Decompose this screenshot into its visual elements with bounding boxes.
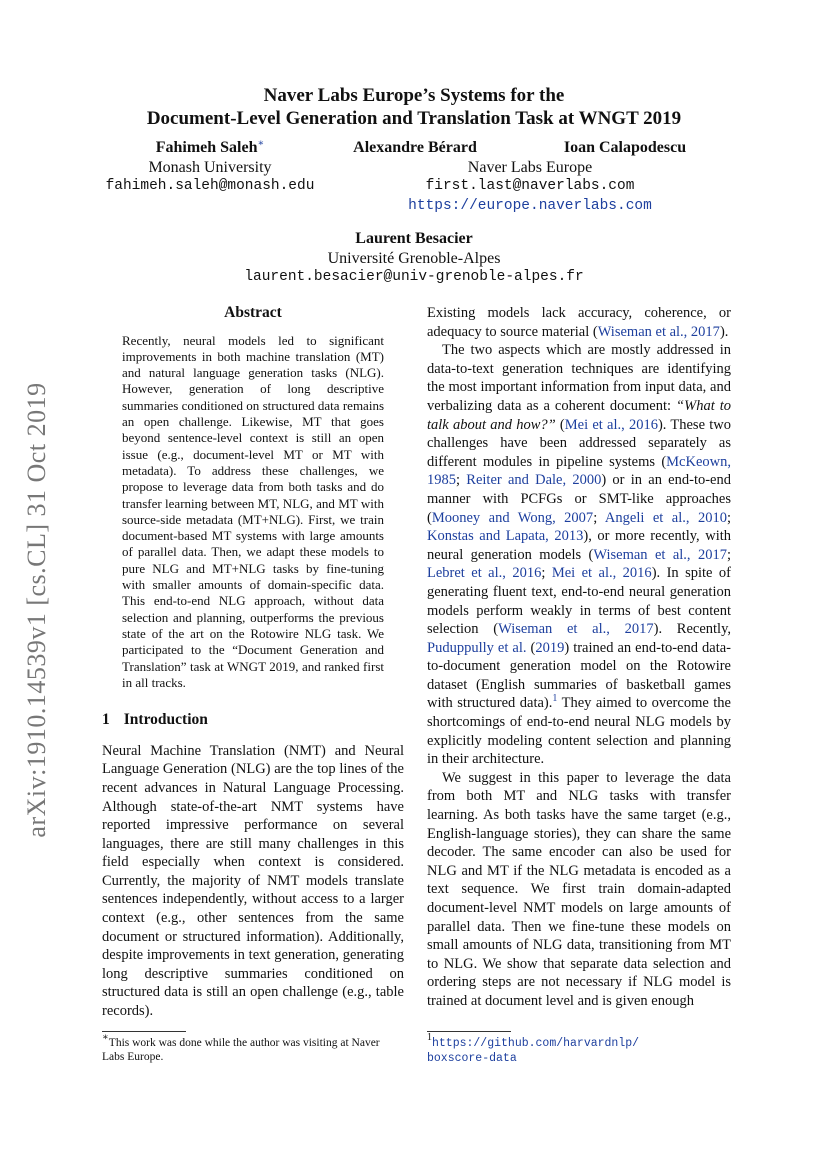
right-column: [427, 304, 731, 1011]
citation-link[interactable]: McKeown, 1985: [427, 453, 731, 489]
footnote-mark: ∗: [102, 1032, 109, 1043]
footnote-right: [427, 1032, 731, 1066]
author-email: first.last@naverlabs.com: [425, 178, 635, 194]
author-affiliation: Naver Labs Europe: [467, 158, 593, 176]
footnote-text: This work was done while the author was visiting at Naver Labs Europe.: [102, 1037, 380, 1063]
author-name: Alexandre Bérard: [353, 139, 477, 156]
author-block-3: [540, 138, 710, 158]
citation-link[interactable]: Wiseman et al., 2017: [597, 323, 720, 340]
title-line-2: Document-Level Generation and Translation Task at WNGT 2019: [146, 108, 682, 129]
footnote-url-link[interactable]: https://github.com/harvardnlp/: [432, 1037, 640, 1050]
arxiv-sidebar-stamp: arXiv:1910.14539v1 [cs.CL] 31 Oct 2019: [22, 382, 51, 838]
footnote-ref-link[interactable]: 1: [552, 693, 558, 705]
author-affiliation: Université Grenoble-Alpes: [327, 249, 501, 267]
footnote-url-link-cont[interactable]: boxscore-data: [427, 1052, 517, 1065]
paper-title: [0, 84, 828, 130]
abstract-text: Recently, neural models led to significant improvements in both machine translation (MT) and natural language generation tasks (NLG). However, generation of long descriptive summaries conditioned on structured data remains an open challenge. Likewise, MT that goes beyond sentence-level context is still an open issue (e.g., document-level MT or MT with metadata). To address these challenges, we propose to leverage data from both tasks and do transfer learning between MT, NLG, and MT with source-side metadata (MT+NLG). First, we train document-based MT systems with large amounts of parallel data. Then, we adapt these models to pure NLG and MT+NLG tasks by fine-tuning with smaller amounts of domain-specific data. This end-to-end NLG approach, without data selection and planning, outperforms the previous state of the art on the Rotowire NLG task. We participated to the “Document Generation and Translation” task at WNGT 2019, and ranked first in all tracks.: [122, 332, 384, 690]
citation-link[interactable]: Wiseman et al., 2017: [498, 621, 654, 638]
footnote-rule: [427, 1031, 511, 1032]
footnote-rule: [102, 1031, 186, 1032]
citation-link[interactable]: Mei et al., 2016: [564, 416, 658, 433]
citation-link[interactable]: Puduppully et al.: [427, 639, 527, 656]
author-footnote-mark[interactable]: ∗: [257, 138, 265, 149]
section-title: Introduction: [123, 711, 208, 729]
title-line-1: Naver Labs Europe’s Systems for the: [263, 85, 565, 106]
right-paragraph-1: The two aspects which are mostly addressed in data-to-text generation techniques are identifying the most important information from input data, and verbalizing data as a coherent document: “What to talk about and how?” (Mei et al., 2016). These two challenges have been addressed separately as different modules in pipeline systems (McKeown, 1985; Reiter and Dale, 2000) or in an end-to-end manner with PCFGs or SMT-like approaches (Mooney and Wong, 2007; Angeli et al., 2010; Konstas and Lapata, 2013), or more recently, with neural generation models (Wiseman et al., 2017; Lebret et al., 2016; Mei et al., 2016). In spite of generating fluent text, end-to-end neural generation models perform weakly in terms of best content selection (Wiseman et al., 2017). Recently, Puduppully et al. (2019) trained an end-to-end data-to-document generation model on the Rotowire dataset (English summaries of basketball games with structured data).$^1$ They aimed to overcome the shortcomings of end-to-end neural NLG models by explicitly modeling content selection and planning in their architecture.: [427, 342, 732, 768]
author-name: Fahimeh Saleh: [155, 139, 258, 156]
footnote-mark: 1: [427, 1032, 432, 1043]
citation-link[interactable]: Lebret et al., 2016: [427, 565, 542, 582]
left-column: [102, 304, 404, 1021]
citation-link[interactable]: 2019: [535, 639, 565, 656]
quoted-question: “What to talk about and how?”: [427, 397, 732, 433]
author-email: laurent.besacier@univ-grenoble-alpes.fr: [244, 269, 584, 285]
citation-link[interactable]: Wiseman et al., 2017: [593, 546, 727, 563]
abstract-heading: Abstract: [224, 304, 282, 321]
author-affiliation: Monash University: [148, 158, 272, 176]
section-number: 1: [102, 711, 110, 729]
affiliation-url-link[interactable]: https://europe.naverlabs.com: [408, 197, 652, 214]
section-heading-introduction: [102, 711, 404, 730]
citation-link[interactable]: Konstas and Lapata, 2013: [427, 528, 584, 545]
author-block-2: [350, 138, 480, 158]
citation-link[interactable]: Angeli et al., 2010: [604, 509, 727, 526]
citation-link[interactable]: Reiter and Dale, 2000: [466, 472, 602, 489]
intro-paragraph-1: Neural Machine Translation (NMT) and Neural Language Generation (NLG) are the top lines of the recent advances in Natural Language Processing. Although state-of-the-art NMT systems have reported impressive performance on several languages, there are still many challenges in this field especially when context is considered. Currently, the majority of NMT models translate sentences independently, without access to a larger context (e.g., other sentences from the same document or structured information). Additionally, despite improvements in text generation, generating long descriptive summaries conditioned on structured data is still an open challenge (e.g., table records).: [102, 742, 404, 1020]
footnote-left: [102, 1032, 404, 1064]
right-paragraph-0: Existing models lack accuracy, coherence, or adequacy to source material (Wiseman et al., 2017).: [427, 305, 731, 340]
author-affiliation-block: [370, 158, 690, 217]
author-block-4: [0, 229, 828, 288]
author-email: fahimeh.saleh@monash.edu: [105, 178, 315, 194]
author-name: Laurent Besacier: [355, 230, 473, 247]
right-paragraph-2: We suggest in this paper to leverage the data from both MT and NLG tasks with transfer learning. As both tasks have the same target (e.g., English-language stories), they can share the same decoder. The same encoder can also be used for NLG and MT if the NLG metadata is encoded as a text sequence. We first train domain-adapted document-level NMT models on large amounts of parallel data. Then we fine-tune these models on small amounts of NLG data, transitioning from MT to NLG. We show that separate data selection and ordering steps are not necessary if NLG model is trained at document level and is given enough: [427, 769, 731, 1009]
citation-link[interactable]: Mei et al., 2016: [551, 565, 652, 582]
citation-link[interactable]: Mooney and Wong, 2007: [431, 509, 594, 526]
author-block-1: [90, 138, 330, 197]
author-name: Ioan Calapodescu: [563, 139, 687, 156]
